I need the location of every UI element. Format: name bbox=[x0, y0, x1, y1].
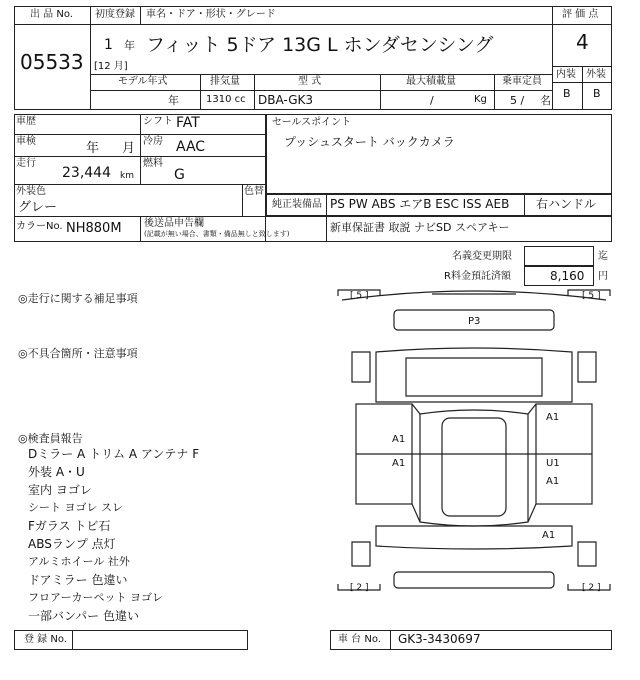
max-load-slash: / bbox=[430, 94, 434, 107]
history-label: 車歴 bbox=[16, 116, 36, 127]
fuel-label: 燃料 bbox=[143, 158, 163, 169]
sales-points: プッシュスタート バックカメラ bbox=[284, 135, 455, 149]
color-no-label: カラーNo. bbox=[16, 221, 63, 232]
inspector-line: フロアーカーペット ヨゴレ bbox=[28, 591, 163, 604]
front-bumper-mark: P3 bbox=[468, 316, 481, 327]
inspection-year: 年 bbox=[86, 141, 100, 156]
max-load-unit: Kg bbox=[474, 94, 487, 105]
postsend-label: 後送品申告欄 bbox=[144, 218, 204, 229]
mileage-unit: km bbox=[120, 171, 134, 181]
exterior-grade: B bbox=[593, 87, 601, 100]
chassis-no: GK3-3430697 bbox=[398, 632, 481, 646]
left-front-door-mark: A1 bbox=[392, 434, 406, 445]
recycle-amount: 8,160 bbox=[550, 269, 585, 283]
handle-side: 右ハンドル bbox=[536, 197, 597, 211]
mileage: 23,444 bbox=[62, 165, 111, 181]
inspector-line: シート ヨゴレ スレ bbox=[28, 501, 123, 514]
interior-grade: B bbox=[563, 87, 571, 100]
max-load-label: 最大積載量 bbox=[406, 76, 456, 87]
tire-rear-right-value: [ 2 ] bbox=[582, 583, 601, 593]
warranty-items: 新車保証書 取説 ナビSD スペアキー bbox=[330, 221, 510, 234]
recycle-label: R料金預託済額 bbox=[444, 271, 511, 282]
inspector-line: 一部バンパー 色違い bbox=[28, 609, 139, 623]
right-rear-quarter-mark: A1 bbox=[542, 530, 556, 541]
tire-rear-left-value: [ 2 ] bbox=[350, 583, 369, 593]
tire-front-right-value: [ 5 ] bbox=[582, 291, 601, 301]
capacity-label: 乗車定員 bbox=[502, 76, 542, 87]
shift-label: シフト bbox=[143, 116, 173, 127]
type-label: 型 式 bbox=[298, 76, 322, 87]
right-front-door-mark: U1 bbox=[546, 458, 560, 469]
inspector-line: Dミラー A トリム A アンテナ F bbox=[28, 447, 200, 461]
first-reg-month: [12 月] bbox=[94, 61, 128, 72]
exterior-label: 外装 bbox=[586, 69, 606, 80]
model-year: 年 bbox=[168, 94, 179, 107]
mileage-label: 走行 bbox=[16, 158, 36, 169]
name-change-label: 名義変更期限 bbox=[452, 251, 512, 262]
ac-value: AAC bbox=[176, 139, 206, 155]
inspector-line: 外装 A・U bbox=[28, 465, 85, 479]
defect-notes-label: ◎不具合箇所・注意事項 bbox=[18, 347, 138, 360]
inspector-line: ABSランプ 点灯 bbox=[28, 537, 116, 551]
ac-label: 冷房 bbox=[143, 136, 163, 147]
color-change-label: 色替 bbox=[244, 186, 264, 197]
inspection-month: 月 bbox=[122, 141, 136, 156]
car-name: フィット 5ドア 13G L ホンダセンシング bbox=[146, 34, 494, 56]
capacity: 5 / bbox=[510, 94, 525, 107]
color-no: NH880M bbox=[66, 221, 122, 236]
inspection-label: 車検 bbox=[16, 136, 36, 147]
right-rear-door-mark: A1 bbox=[546, 476, 560, 487]
car-damage-diagram bbox=[336, 286, 612, 606]
exterior-color: グレー bbox=[18, 200, 58, 215]
interior-label: 内装 bbox=[556, 69, 576, 80]
first-reg-year: 1 bbox=[104, 37, 113, 53]
sales-points-label: セールスポイント bbox=[272, 117, 352, 128]
postsend-note: (記載が無い場合、書類・備品無しと致します) bbox=[144, 230, 290, 238]
rating-label: 評 価 点 bbox=[562, 9, 599, 20]
right-front-fender-mark: A1 bbox=[546, 412, 560, 423]
name-change-box bbox=[524, 246, 594, 266]
lot-no-label: 出 品 No. bbox=[30, 9, 73, 20]
inspector-line: 室内 ヨゴレ bbox=[28, 483, 92, 497]
driving-notes-label: ◎走行に関する補足事項 bbox=[18, 292, 138, 305]
recycle-unit: 円 bbox=[598, 271, 608, 282]
rating-score: 4 bbox=[576, 30, 589, 54]
displacement: 1310 cc bbox=[206, 94, 246, 105]
exterior-color-label: 外装色 bbox=[16, 186, 46, 197]
left-rear-door-mark: A1 bbox=[392, 458, 406, 469]
reg-no-label: 登 録 No. bbox=[24, 634, 67, 645]
lot-number: 05533 bbox=[20, 50, 84, 74]
fuel-value: G bbox=[174, 167, 185, 183]
inspector-line: Fガラス トビ石 bbox=[28, 519, 111, 533]
car-name-label: 車名・ドア・形状・グレード bbox=[146, 9, 276, 20]
capacity-unit: 名 bbox=[540, 94, 551, 107]
tire-front-left-value: [ 5 ] bbox=[350, 291, 369, 301]
displacement-label: 排気量 bbox=[210, 76, 240, 87]
chassis-no-label: 車 台 No. bbox=[338, 634, 381, 645]
name-change-unit: 迄 bbox=[598, 251, 608, 262]
genuine-equipment-label: 純正装備品 bbox=[272, 199, 322, 210]
inspector-line: ドアミラー 色違い bbox=[28, 573, 128, 587]
inspector-report-label: ◎検査員報告 bbox=[18, 432, 83, 445]
vehicle-type: DBA-GK3 bbox=[258, 93, 313, 107]
first-reg-year-unit: 年 bbox=[124, 39, 135, 52]
model-year-label: モデル年式 bbox=[118, 76, 168, 87]
inspector-line: アルミホイール 社外 bbox=[28, 555, 130, 568]
first-reg-label: 初度登録 bbox=[95, 9, 135, 20]
genuine-equipment: PS PW ABS エアB ESC ISS AEB bbox=[330, 197, 510, 211]
shift-value: FAT bbox=[176, 115, 200, 131]
